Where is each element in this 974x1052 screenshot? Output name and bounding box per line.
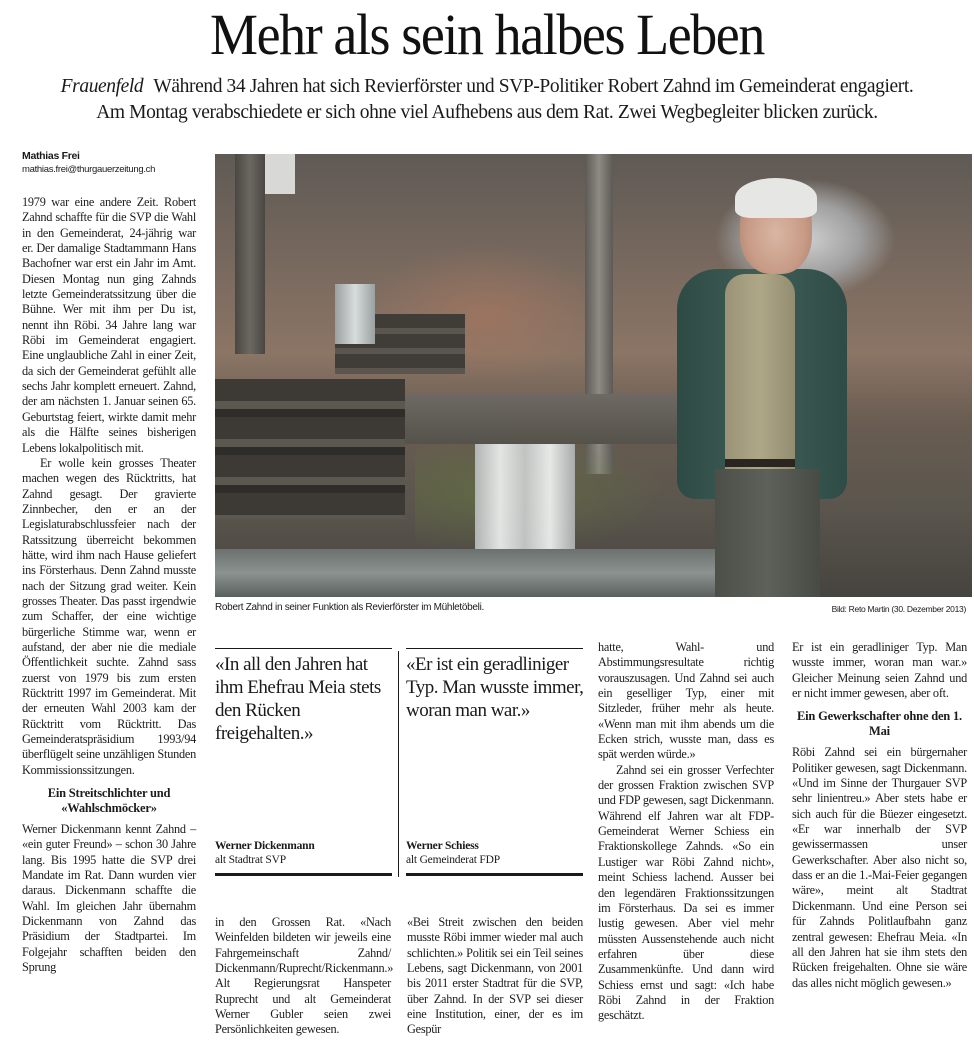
paragraph: Röbi Zahnd sei ein bürgernaher Politiker gewesen, sagt Dickenmann. «Und im Sinne der Thurgauer SVP sehr linientreu.» Aber stets habe er sich auch für die Büezer eingesetzt. «Er war innerhalb der SVP gewissermassen unser Gewerkschafter. Aber also nicht so, dass er an die 1.-Mai-Feier gegangen wäre», meint alt Stadtrat Dickenmann. Und eine Person sei für Zahnds Politlaufbahn ganz zentral gewesen: Ehefrau Meia. «In all den Jahren hat sie ihm stets den Rücken freigehalten. Ohne sie wäre das alles nicht möglich gewesen.» — [792, 745, 967, 990]
body-column-1 — [22, 195, 196, 976]
paragraph: Werner Dickenmann kennt Zahnd – «ein guter Freund» – schon 30 Jahre lang. Bis 1995 hatte die SVP drei Mandate im Rat. Dann wurden vier daraus. Dickenmann schaffte die Wahl. Im gleichen Jahr übernahm Dickenmann von Zahnd das Präsidium der Stadtpartei. Im Folgejahr schafften beiden den Sprung — [22, 822, 196, 975]
subheading: Ein Streitschlichter und «Wahlschmöcker» — [47, 786, 171, 816]
body-column-2b — [407, 915, 583, 1038]
caption-text: Robert Zahnd in seiner Funktion als Revierförster im Mühletöbeli. — [215, 602, 484, 613]
pull-quote — [406, 648, 583, 876]
headline: Mehr als sein halbes Leben — [210, 2, 764, 67]
paragraph: Zahnd sei ein grosser Verfechter der grossen Fraktion zwischen SVP und FDP gewesen, sagt Dickenmann. Während elf Jahren war alt FDP-Gemeinderat Werner Schiess ein Fraktionskollege Zahnds. «So ein Lustiger war Röbi Zahnd nicht», meint Schiess lachend. Ausser bei den legendären Fraktionssitzungen im Försterhaus. Da sei es immer lustig gewesen. Aber viel mehr müssten Aussenstehende auch nicht erfahren über diese Zusammenkünfte. Und dann wird Schiess ernst und sagt: «Ich habe Röbi Zahnd in der Fraktion geschätzt. — [598, 762, 774, 1023]
pull-quote-text: «Er ist ein geradliniger Typ. Man wusste immer, woran man war.» — [406, 654, 584, 721]
author-email[interactable]: mathias.frei@thurgauerzeitung.ch — [22, 164, 156, 175]
pull-quote-attribution-name: Werner Schiess — [406, 840, 479, 852]
article-photo — [215, 154, 972, 597]
dateline-place: Frauenfeld — [60, 76, 144, 97]
lead-paragraph — [0, 74, 974, 126]
photo-waterfall — [475, 444, 575, 554]
photo-person-hair — [735, 178, 817, 218]
byline — [22, 150, 202, 176]
paragraph: hatte, Wahl- und Abstimmungsresultate richtig vorauszusagen. Und Zahnd sei auch ein geselliger Typ, einer mit Sitzleder, früher mehr als heute. «Wenn man mit ihm abends um die Ecken strich, wusste man, dass es spät werden würde.» — [598, 640, 774, 762]
photo-stream — [215, 549, 775, 597]
pull-quote-attribution-name: Werner Dickenmann — [215, 840, 315, 852]
photo-person-shirt — [725, 274, 795, 474]
lead-text-2: Am Montag verabschiedete er sich ohne viel Aufhebens aus dem Rat. Zwei Wegbegleiter blicken zurück. — [96, 102, 878, 123]
photo-person-belt — [725, 459, 795, 467]
pull-quote-attribution-role: alt Gemeinderat FDP — [406, 854, 500, 866]
photo-logs — [215, 379, 405, 519]
pull-quote-attribution-role: alt Stadtrat SVP — [215, 854, 286, 866]
paragraph: Er wolle kein grosses Theater machen wegen des Rücktritts, hat Zahnd gesagt. Der gravierte Zinnbecher, den er an der Legislaturabschlussfeier nach der Ratssitzung überreicht bekommen hätte, wird ihm nach Hause geliefert ins Försterhaus. Denn Zahnd musste nach der Sitzung grad weiter. Kein grosses Theater. Das passt irgendwie zum Schaffer, der eine wichtige bürgerliche Stimme war, wenn er aufstand, der aber nie die mediale Öffentlichkeit suchte. Zahnd sass zuerst von 1979 bis zum ersten Rücktritt 1997 im Gemeinderat. Mit der erneuten Wahl 2003 kam der Rücktritt vom Rücktritt. Das Gemeinderatspräsidium 1993/94 überflügelt seine unzähligen Stunden Kommissionssitzungen. — [22, 455, 196, 777]
lead-text-1: Während 34 Jahren hat sich Revierförster und SVP-Politiker Robert Zahnd im Gemeinderat engagiert. — [153, 76, 914, 97]
paragraph: «Bei Streit zwischen den beiden musste Röbi immer wieder mal auch schlichten.» Politik sei ein Teil seines Lebens, sagt Dickenmann, von 2001 bis 2011 erster Stadtrat für die SVP, über Zahnd. In der SVP sei dieser eine Institution, einer, der es im Gespür — [407, 915, 583, 1037]
body-column-2a — [215, 915, 394, 1038]
body-column-3 — [598, 640, 774, 1024]
body-column-4 — [792, 640, 967, 991]
photo-tree-trunk — [235, 154, 265, 354]
lead-line-1 — [0, 74, 974, 100]
pull-quote-text: «In all den Jahren hat ihm Ehefrau Meia stets den Rücken freigehalten.» — [215, 654, 381, 744]
paragraph: Er ist ein geradliniger Typ. Man wusste immer, woran man war.» Gleicher Meinung seien Zahnd und er nicht immer gewesen, aber oft. — [792, 640, 967, 701]
subheading: Ein Gewerkschafter ohne den 1. Mai — [797, 709, 962, 739]
column-divider — [398, 651, 399, 877]
pull-quote — [215, 648, 392, 876]
paragraph: 1979 war eine andere Zeit. Robert Zahnd schaffte für die SVP die Wahl in den Gemeinderat, 24-jährig war er. Der damalige Stadtammann Hans Bachofner war erst ein Jahr im Amt. Diesen Montag nun ging Zahnds letzte Gemeinderatssitzung über die Bühne. Wer mit ihm per Du ist, nennt ihn Röbi. 34 Jahre lang war Röbi im Gemeinderat engagiert. Eine unglaubliche Zahl in einer Zeit, da sich der Gemeinderat gefühlt alle sechs Jahr komplett erneuert. Zahnd, der am nächsten 1. Januar seinen 65. Geburtstag feiert, wirkte damit mehr als die Hälfte seines bisherigen Lebens lokalpolitisch mit. — [22, 195, 196, 455]
author-name: Mathias Frei — [22, 150, 80, 162]
paragraph: in den Grossen Rat. «Nach Weinfelden bildeten wir jeweils eine Fahrgemeinschaft Zahnd/ Dickenmann/Ruprecht/Rickenmann.» Alt Regierungsrat Hanspeter Ruprecht und alt Gemeinderat Werner Gubler seien zwei Persönlichkeiten gewesen. — [215, 915, 394, 1037]
photo-waterfall — [335, 284, 375, 344]
photo-credit: Bild: Reto Martin (30. Dezember 2013) — [831, 604, 966, 614]
photo-person-pants — [715, 469, 820, 597]
